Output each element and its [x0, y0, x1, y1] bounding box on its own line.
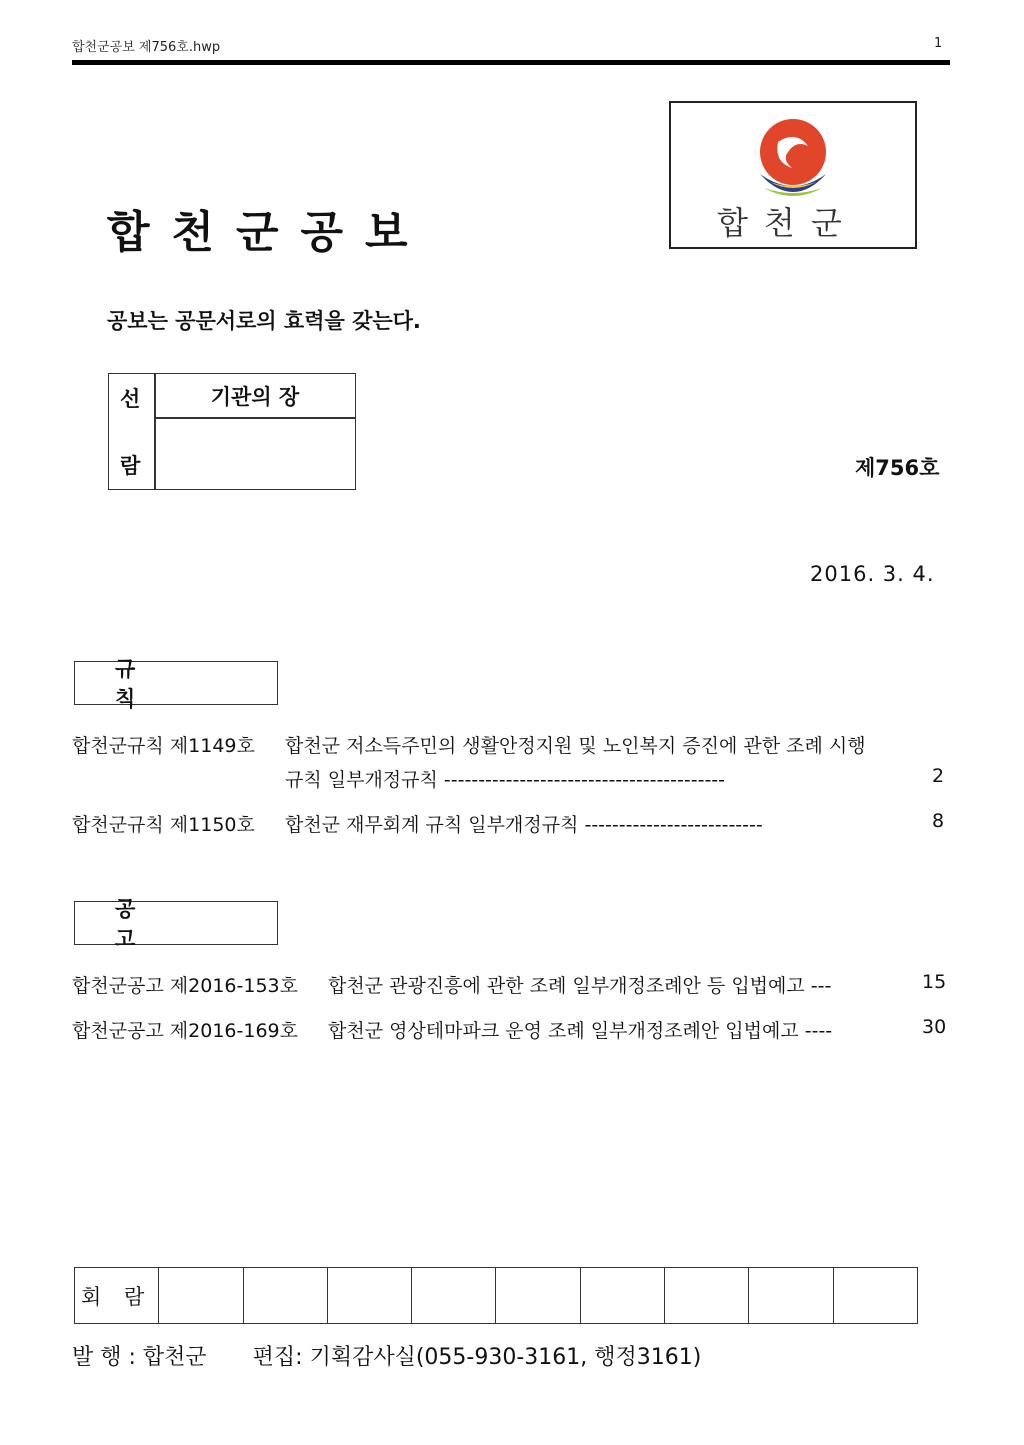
section-rules-title: 규 칙	[74, 661, 278, 705]
issue-number: 제756호	[855, 456, 940, 480]
approval-side-label-bottom: 람	[120, 454, 141, 478]
notice-title: 합천군 영상테마파크 운영 조례 일부개정조례안 입법예고 ----	[328, 1020, 833, 1042]
circulation-cell	[834, 1268, 917, 1323]
header-rule	[72, 60, 950, 65]
section-notices-title: 공 고	[74, 901, 278, 945]
page-title: 합천군공보	[107, 207, 430, 258]
circulation-cell	[496, 1268, 580, 1323]
notice-ref: 합천군공고 제2016-169호	[72, 1020, 298, 1042]
page-number: 1	[934, 36, 943, 51]
rule-title-continued: 규칙 일부개정규칙 -----------------------------------------	[285, 769, 726, 791]
circulation-label: 회 람	[75, 1268, 159, 1323]
rule-page: 2	[932, 765, 945, 787]
file-name: 합천군공보 제756호.hwp	[72, 40, 221, 55]
circulation-cell	[244, 1268, 328, 1323]
notice-ref: 합천군공고 제2016-153호	[72, 975, 298, 997]
rule-title: 합천군 저소득주민의 생활안정지원 및 노인복지 증진에 관한 조례 시행	[285, 735, 866, 757]
circulation-cell	[665, 1268, 749, 1323]
footer-publisher: 발 행 : 합천군	[72, 1345, 207, 1370]
circulation-table	[74, 1267, 918, 1324]
circulation-cell	[581, 1268, 665, 1323]
rule-page: 8	[932, 810, 945, 832]
rule-ref: 합천군규칙 제1149호	[72, 735, 255, 757]
issue-date: 2016. 3. 4.	[810, 562, 935, 586]
notice-page: 15	[922, 971, 947, 993]
approval-side-label-top: 선	[120, 387, 141, 411]
emblem-icon	[748, 112, 838, 207]
motto: 공보는 공문서로의 효력을 갖는다.	[107, 309, 421, 333]
logo-text: 합천군	[717, 204, 858, 242]
footer	[72, 1340, 701, 1371]
rule-title: 합천군 재무회계 규칙 일부개정규칙 --------------------------	[285, 814, 763, 836]
notice-title: 합천군 관광진흥에 관한 조례 일부개정조례안 등 입법예고 ---	[328, 975, 832, 997]
notice-page: 30	[922, 1016, 947, 1038]
circulation-cell	[412, 1268, 496, 1323]
circulation-cell	[159, 1268, 243, 1323]
approval-header: 기관의 장	[210, 385, 300, 409]
footer-editor: 편집: 기획감사실(055-930-3161, 행정3161)	[252, 1345, 702, 1370]
circulation-cell	[749, 1268, 833, 1323]
circulation-cell	[328, 1268, 412, 1323]
rule-ref: 합천군규칙 제1150호	[72, 814, 255, 836]
